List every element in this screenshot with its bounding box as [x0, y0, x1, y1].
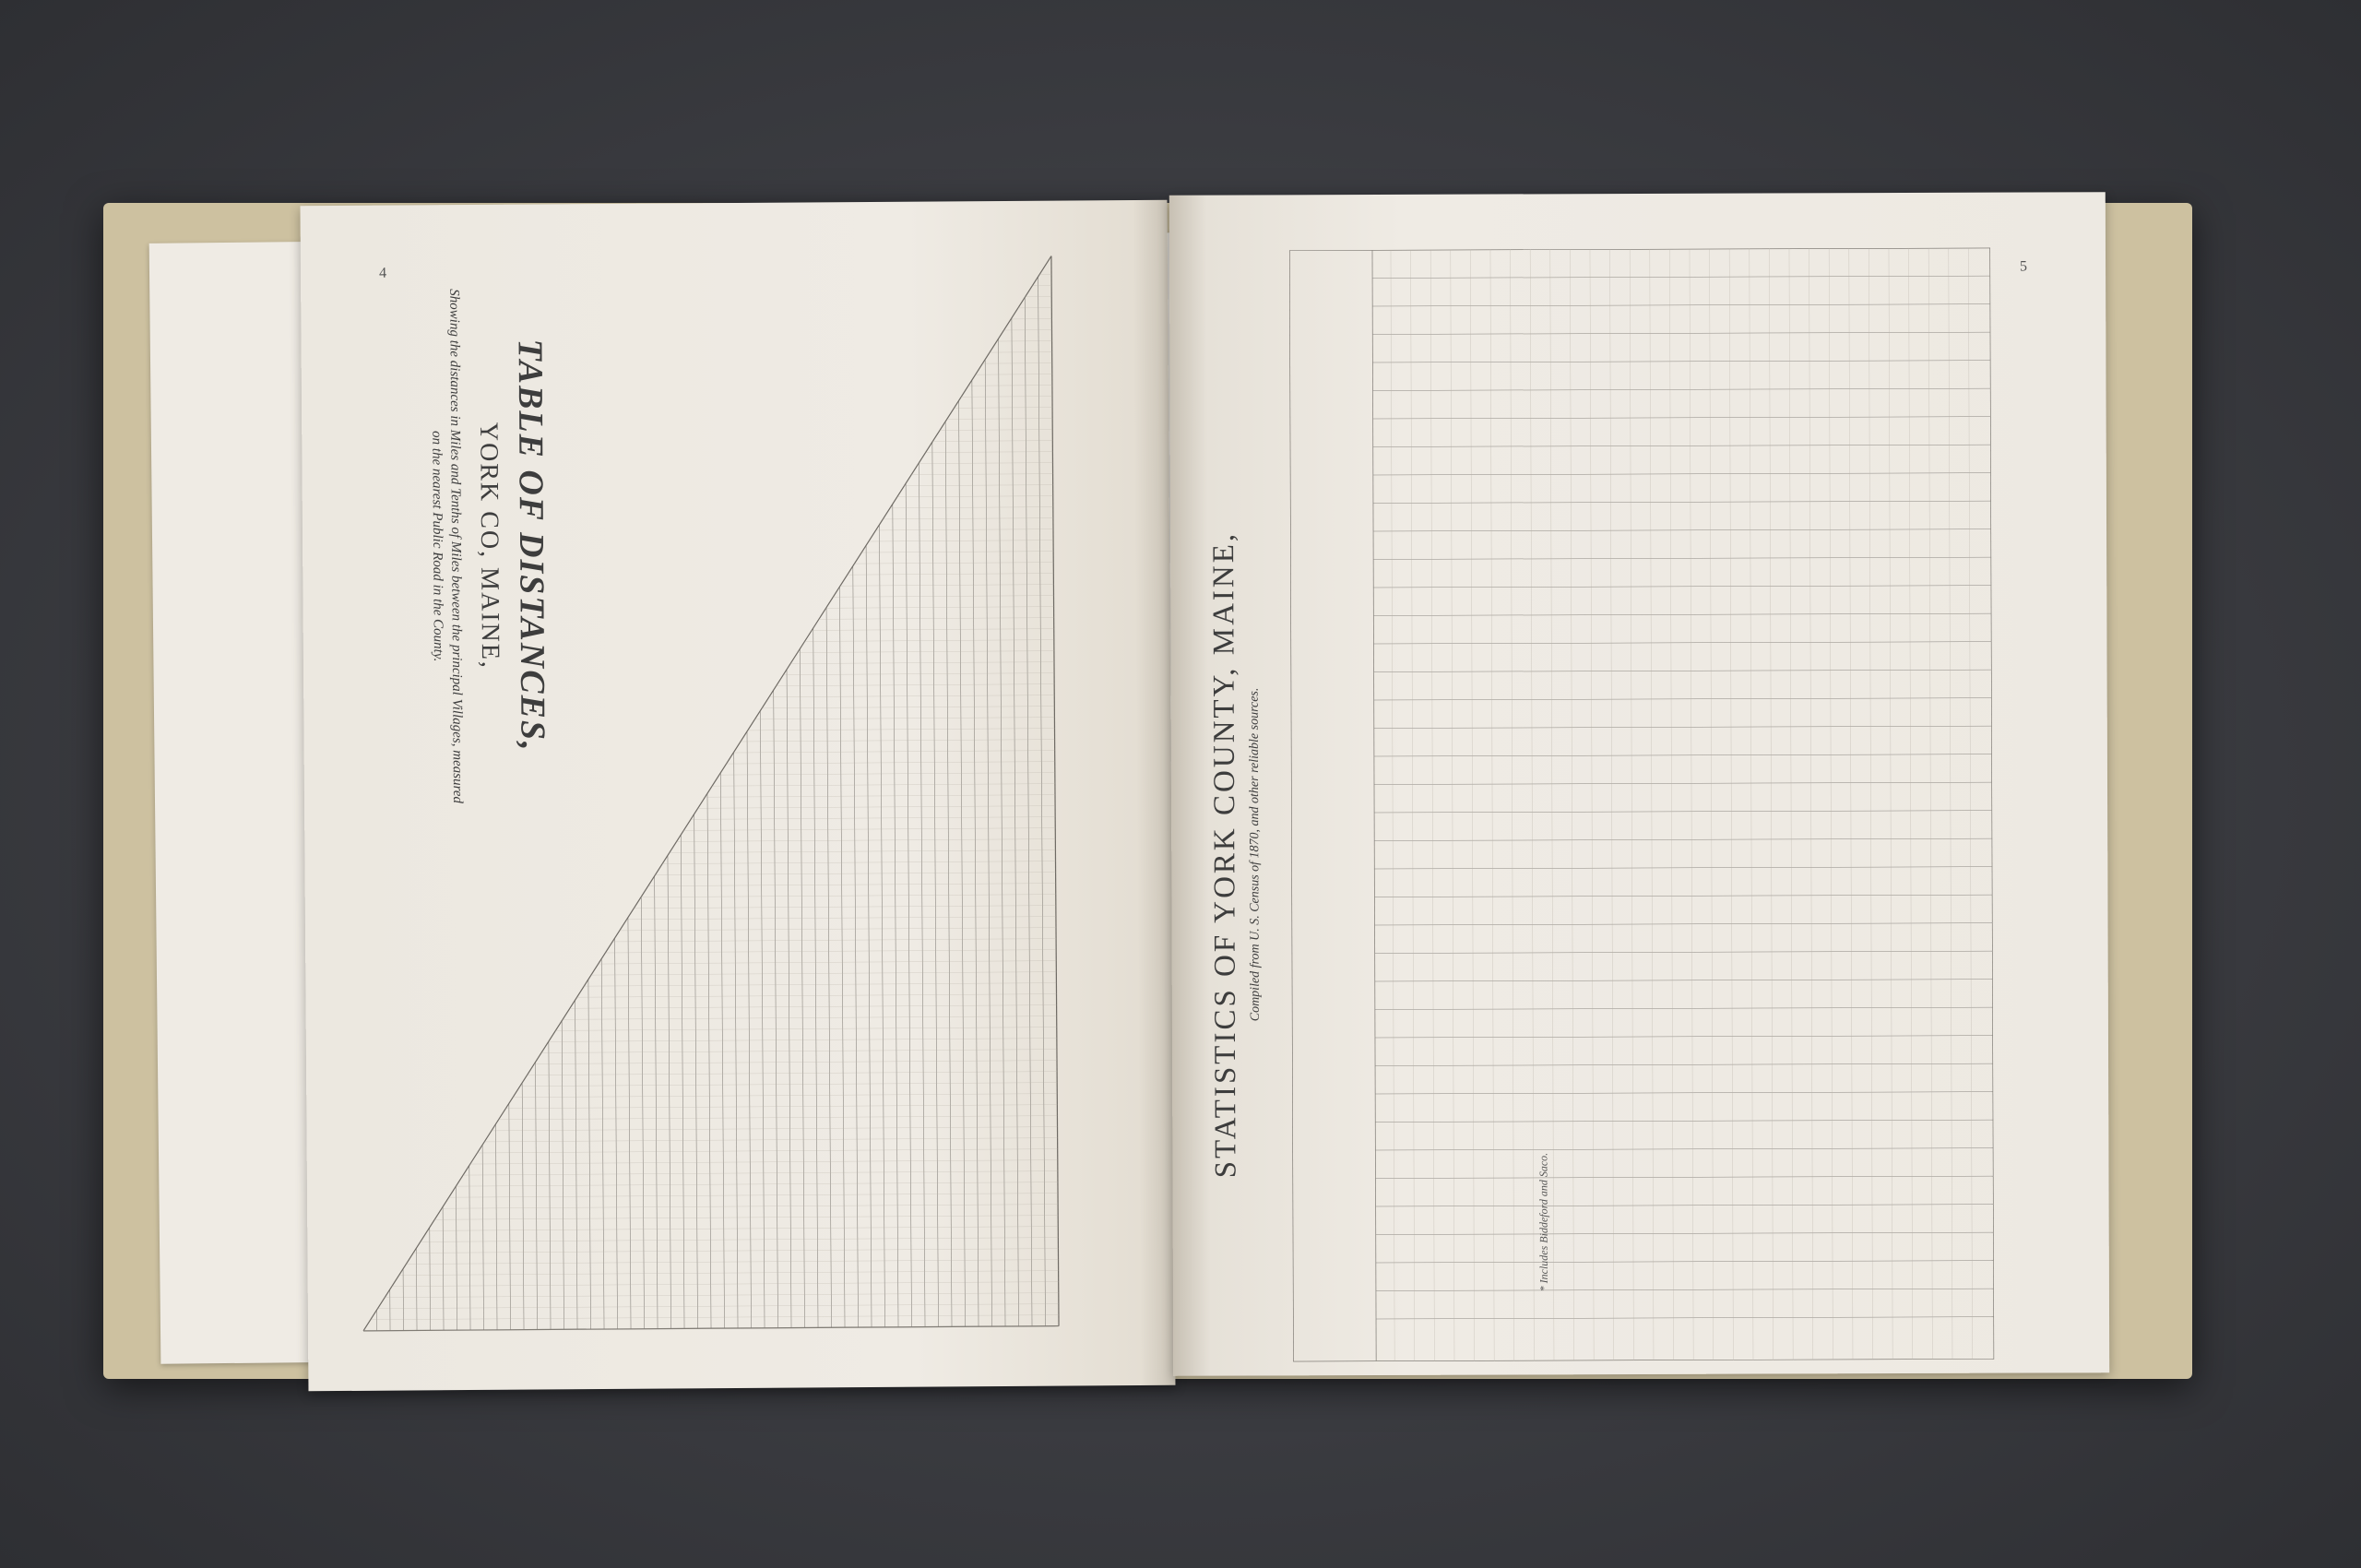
statistics-footnote: * Includes Biddeford and Saco. — [1536, 1152, 1550, 1292]
right-page — [1169, 192, 2109, 1376]
right-page-number: 5 — [2020, 258, 2028, 275]
statistics-subtitle: Compiled from U. S. Census of 1870, and other reliable sources. — [1247, 687, 1263, 1022]
distances-description: Showing the distances in Miles and Tenths of Miles between the principal Villages, measured on the nearest Public Road in the County. — [428, 289, 466, 804]
distances-title: TABLE OF DISTANCES, — [510, 339, 552, 753]
left-page-number: 4 — [378, 265, 387, 281]
left-page — [301, 200, 1176, 1392]
statistics-table-grid — [1289, 248, 1994, 1362]
distances-subtitle: YORK CO, MAINE, — [474, 422, 505, 670]
statistics-grid-lines — [1289, 248, 1994, 1362]
statistics-title: STATISTICS OF YORK COUNTY, MAINE, — [1207, 530, 1243, 1179]
distances-title-block — [393, 287, 553, 804]
statistics-title-block — [1207, 476, 1264, 1232]
